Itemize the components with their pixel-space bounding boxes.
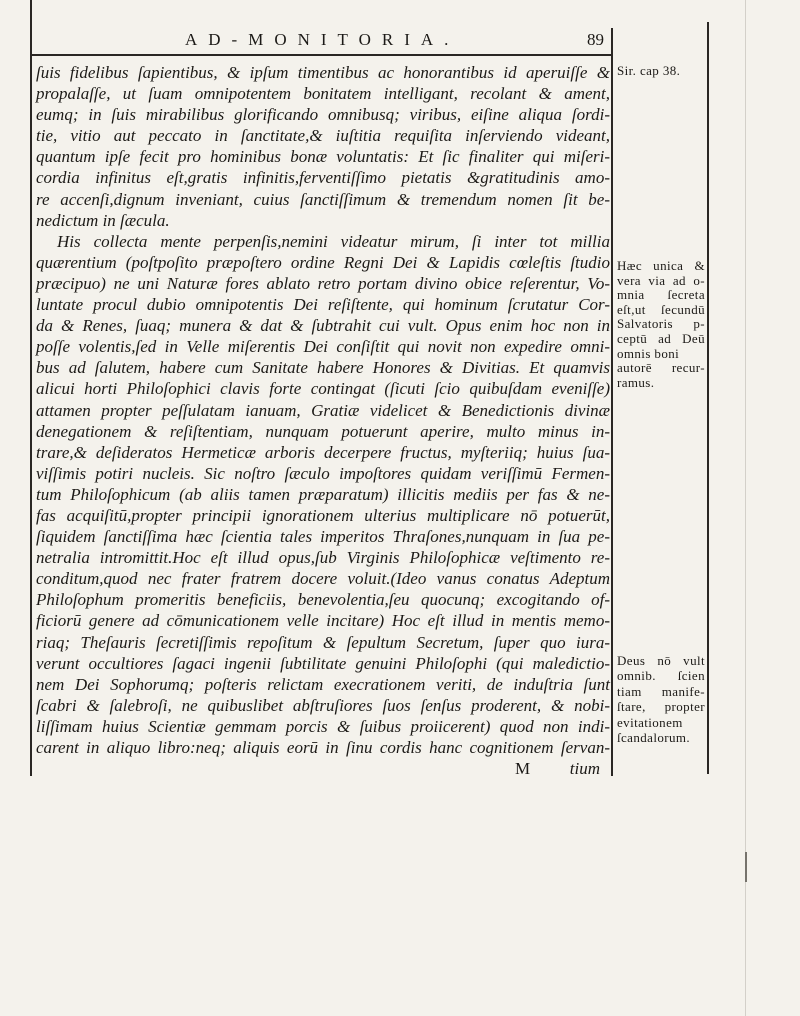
margin-note-line: vera via ad o- [617, 272, 705, 288]
text-line: fas acquiſitū,propter principii ignorationem ulterius multiplicare nō potuerūt, [36, 505, 610, 525]
text-line: verunt occultiores ſagaci ingenii ſubtilitate genuini Philoſophi (qui maledictio- [36, 653, 610, 673]
text-line: trare,& deſideratos Hermeticæ arboris decerpere fructus, myſteriiq; huius ſua- [36, 442, 610, 462]
margin-note [617, 653, 705, 745]
text-line: re accenſi,dignum inveniant, cuius ſanctiſſimum & tremendum nomen ſit be- [36, 189, 610, 209]
catchword: tium [569, 759, 600, 778]
text-line: quærentium (poſtpoſito præpoſtero ordine Regni Dei & Lapidis cœleſtis ſtudio [36, 252, 610, 272]
margin-note-line: Hæc unica & [617, 258, 705, 273]
text-line: denegationem & reſiſtentiam, nunquam potuerunt aperire, multo minus in- [36, 421, 610, 441]
margin-column-rule [611, 28, 613, 776]
margin-note-line: evitationem [617, 714, 683, 730]
text-line: netralia intromittit.Hoc eſt illud opus,ſub Virginis Philoſophicæ veſtimento re- [36, 548, 610, 568]
margin-note-line: omnib. ſcien [617, 668, 705, 684]
catchword-row [36, 758, 610, 780]
margin-note-line: mnia ſecreta [617, 287, 705, 303]
margin-note [617, 259, 705, 390]
text-line: ficiorū genere ad cōmunicationem velle incitare) Hoc eſt illud in mentis memo- [36, 611, 610, 631]
text-line: alicui horti Philoſophici clavis forte contingat (ſicuti ſcio quibuſdam eveniſſe) [36, 379, 610, 399]
right-border-rule [707, 22, 709, 774]
text-line: carent in aliquo libro:neq; aliquis eorū in ſinu cordis hanc cognitionem ſervan- [36, 738, 610, 757]
margin-note-line: ramus. [617, 374, 655, 390]
left-border-rule [30, 0, 32, 776]
text-line: bus ad ſalutem, habere cum Sanitate habere Honores & Divitias. Et quamvis [36, 358, 610, 378]
text-line: præcipuo) ne uni Naturæ fores ablato retro portam divino obice reſerentur, Vo- [36, 273, 610, 293]
margin-note-line: Salvatoris p- [617, 316, 705, 332]
text-line: eumq; in ſuis mirabilibus glorificando omnibusq; viribus, eiſine aliqua ſordi- [36, 105, 610, 125]
text-line: ſiquidem ſanctiſſima hæc ſcientia tales imperitos Thraſones,nunquam in ſua pe- [36, 527, 610, 547]
margin-note-line: ſtare, propter [617, 699, 705, 715]
margin-note-line: ceptū ad Deū [617, 330, 705, 346]
text-line: tie, vitio aut peccato in ſanctitate,& iuſtitia requiſita inſerviendo videant, [36, 126, 610, 146]
text-line: riaq; Theſauris ſecretiſſimis repoſitum & ſepultum Secretum, ſuper quo iura- [36, 632, 610, 652]
margin-reference: Sir. cap 38. [617, 63, 681, 78]
text-line: Philoſophum promeritis beneficiis, benevolentia,ſeu quocunq; excogitando of- [36, 590, 610, 610]
margin-note-line: autorē recur- [617, 360, 705, 376]
text-line: ſcabri & ſalebroſi, ne quibuslibet abſtruſiores ſuos ſenſus proderent, & nobi- [36, 695, 610, 715]
text-line: ſuis fidelibus ſapientibus, & ipſum timentibus ac honorantibus id aperuiſſe & [36, 63, 610, 82]
paragraph-first-line: His collecta mente perpenſis,nemini videatur mirum, ſi inter tot millia [57, 231, 610, 251]
header-rule [30, 54, 613, 56]
margin-note-line: ſcandalorum. [617, 729, 691, 745]
paragraph-last-line: nedictum in ſæcula. [36, 210, 170, 230]
text-line: quantum ipſe fecit pro hominibus bonæ voluntatis: Et ſic finaliter qui miſeri- [36, 147, 610, 167]
main-text-block [36, 62, 610, 758]
margin-note-line: tiam manife- [617, 683, 705, 699]
text-line: da & Renes, ſuaq; munera & dat & ſubtrahit cui vult. Opus enim hoc non in [36, 316, 610, 336]
text-line: poſſe volentis,ſed in Velle miſerentis Dei conſiſtit qui novit non expedire omni- [36, 337, 610, 357]
margin-note-line: omnis boni [617, 345, 680, 361]
text-line: tum Philoſophicum (ab aliis tamen præparatum) illicitis mediis per fas & ne- [36, 484, 610, 504]
text-line: nem Dei Sophorumq; poſteris relictam execrationem veriti, de induſtria ſunt [36, 674, 610, 694]
text-line: conditum,quod nec frater fratrem docere voluit.(Ideo vanus conatus Adeptum [36, 569, 610, 589]
margin-note-line: Deus nō vult [617, 653, 705, 668]
page-edge-mark [745, 852, 747, 882]
text-line: liſſimam huius Scientiæ gemmam porcis & ſuibus proiicerent) quod non indi- [36, 716, 610, 736]
margin-note-line: eſt,ut ſecundū [617, 301, 705, 317]
text-line: cordia infinitus eſt,gratis infinitis,ferventiſſimo pietatis &gratitudinis amo- [36, 168, 610, 188]
signature-mark: M [515, 759, 531, 778]
text-line: viſſimis potiri nucleis. Sic noſtro ſæculo impoſtores quidam veriſſimū Fermen- [36, 463, 610, 483]
text-line: attamen propter peſſulatam ianuam, Gratiæ videlicet & Benedictionis divinæ [36, 400, 610, 420]
running-title: AD-MONITORIA. [185, 30, 460, 49]
page-number: 89 [587, 30, 604, 49]
text-line: luntate procul dubio omnipotentis Dei reſiſtente, qui hominum ſcrutatur Cor- [36, 295, 610, 315]
text-line: propalaſſe, ut ſuam omnipotentem bonitatem intelligant, recolant & ament, [36, 84, 610, 104]
